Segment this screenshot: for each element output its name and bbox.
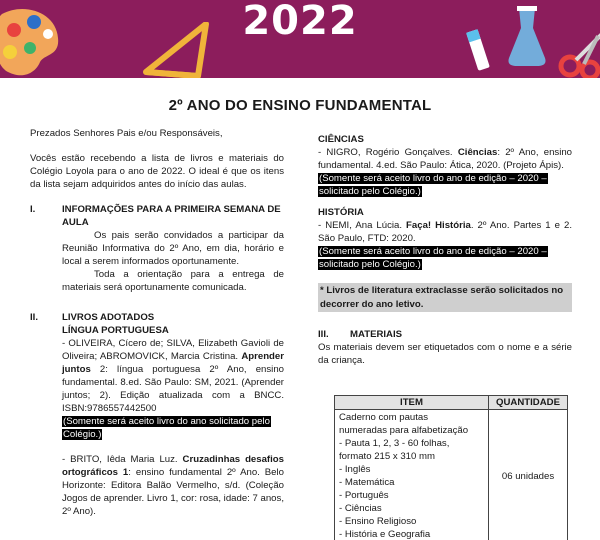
book-entry-historia xyxy=(318,219,572,245)
column-header-quantity: QUANTIDADE xyxy=(489,396,568,410)
materials-table xyxy=(334,395,568,540)
book-note-highlight: (Somente será aceito livro do ano de edição – 2020 – solicitado pelo Colégio.) xyxy=(319,173,547,198)
literature-note: * Livros de literatura extraclasse serão solicitados no decorrer do ano letivo. xyxy=(318,283,572,311)
section-2-title: LIVROS ADOTADOS xyxy=(62,311,155,323)
item-line: - Matemática xyxy=(339,477,395,489)
quantity-cell: 06 unidades xyxy=(489,410,568,540)
section-3-number: III. xyxy=(318,328,329,340)
section-1-title: INFORMAÇÕES PARA A PRIMEIRA SEMANA DE AULA xyxy=(62,204,281,229)
item-line: - Pauta 1, 2, 3 - 60 folhas, xyxy=(339,438,450,450)
section-1-paragraph-1: Os pais serão convidados a participar da Reunião Informativa do 2º Ano, em dia, horário e local a serem informados oportunamente. xyxy=(62,230,284,268)
page-title: 2º ANO DO ENSINO FUNDAMENTAL xyxy=(168,97,432,114)
section-2-number: II. xyxy=(30,311,38,323)
section-3-text: Os materiais devem ser etiquetados com o nome e a série da criança. xyxy=(318,341,572,366)
book-entry-cruzadinhas xyxy=(62,453,284,518)
book-note-highlight: (Somente será aceito livro do ano solicitado pelo Colégio.) xyxy=(63,415,270,440)
book-note-ciencias xyxy=(318,172,572,198)
item-line: - Português xyxy=(339,490,389,502)
table-row xyxy=(335,410,568,540)
item-line: - Ensino Religioso xyxy=(339,516,417,528)
book-entry-portuguese xyxy=(62,337,284,415)
item-line: numeradas para alfabetização xyxy=(339,425,469,437)
book-title: Ciências xyxy=(457,147,498,159)
section-3-title: MATERIAIS xyxy=(350,328,403,340)
section-1-heading xyxy=(30,203,284,229)
item-line: - História e Geografia xyxy=(339,529,431,540)
table-header-row xyxy=(335,396,568,410)
book-entry-ciencias xyxy=(318,146,572,172)
subject-heading-historia: HISTÓRIA xyxy=(318,207,364,219)
column-header-item: ITEM xyxy=(335,396,489,410)
subject-heading-ciencias: CIÊNCIAS xyxy=(318,134,364,145)
book-authors: - OLIVEIRA, Cícero de; SILVA, Elizabeth Gavioli de Oliveira; ABROMOVICK, Marcia Cristina. xyxy=(62,337,284,362)
book-authors: - BRITO, Iêda Maria Luz. xyxy=(62,453,183,465)
item-line: Caderno com pautas xyxy=(339,412,429,424)
item-cell xyxy=(335,410,489,540)
book-details: : ensino fundamental 2º Ano. Belo Horizonte: Editora Balão Vermelho, s/d. (Coleção Jogos de aprender. Livro 1, cor: rosa, idade: 7 anos, 2º Ano). xyxy=(62,467,284,518)
book-note-portuguese xyxy=(62,415,284,441)
subject-heading-portuguese: LÍNGUA PORTUGUESA xyxy=(62,324,169,336)
greeting: Prezados Senhores Pais e/ou Responsáveis, xyxy=(30,128,223,139)
section-2-heading xyxy=(30,311,284,324)
section-1-paragraph-2: Toda a orientação para a entrega de materiais será oportunamente comunicada. xyxy=(62,269,284,294)
item-line: formato 215 x 310 mm xyxy=(339,451,435,463)
book-details: . 2º Ano. Partes 1 e 2. São Paulo, FTD: 2020. xyxy=(318,220,572,245)
book-details: 2: língua portuguesa 2º Ano, ensino fundamental. 8.ed. São Paulo: SM, 2021. (Aprender juntos; 2). Edição atualizada com a BNCC. ISBN:9786557442500 xyxy=(62,363,284,414)
section-1-number: I. xyxy=(30,204,36,216)
book-title: Faça! História xyxy=(406,220,471,232)
book-note-highlight: (Somente será aceito livro do ano de edição – 2020 – solicitado pelo Colégio.) xyxy=(319,246,547,271)
book-authors: - NEMI, Ana Lúcia. xyxy=(318,220,407,232)
section-3-heading xyxy=(318,328,572,341)
book-title: Cruzadinhas desafios ortográficos 1 xyxy=(62,453,284,479)
item-line: - Inglês xyxy=(339,464,371,476)
banner-year: 2022 xyxy=(242,0,358,44)
left-column xyxy=(30,127,284,518)
item-line: - Ciências xyxy=(339,503,382,515)
intro-paragraph: Vocês estão recebendo a lista de livros e materiais do Colégio Loyola para o ano de 2022. O ideal é que os itens da lista sejam adquiridos antes do início das aulas. xyxy=(30,153,284,191)
header-banner xyxy=(0,0,600,78)
right-column xyxy=(318,133,572,367)
book-note-historia xyxy=(318,245,572,271)
book-title: Aprender juntos xyxy=(62,350,284,375)
book-authors: - NIGRO, Rogério Gonçalves. xyxy=(318,147,458,159)
book-details: : 2º Ano, ensino fundamental. 4.ed. São Paulo: Ática, 2020. (Projeto Ápis). xyxy=(318,147,572,172)
